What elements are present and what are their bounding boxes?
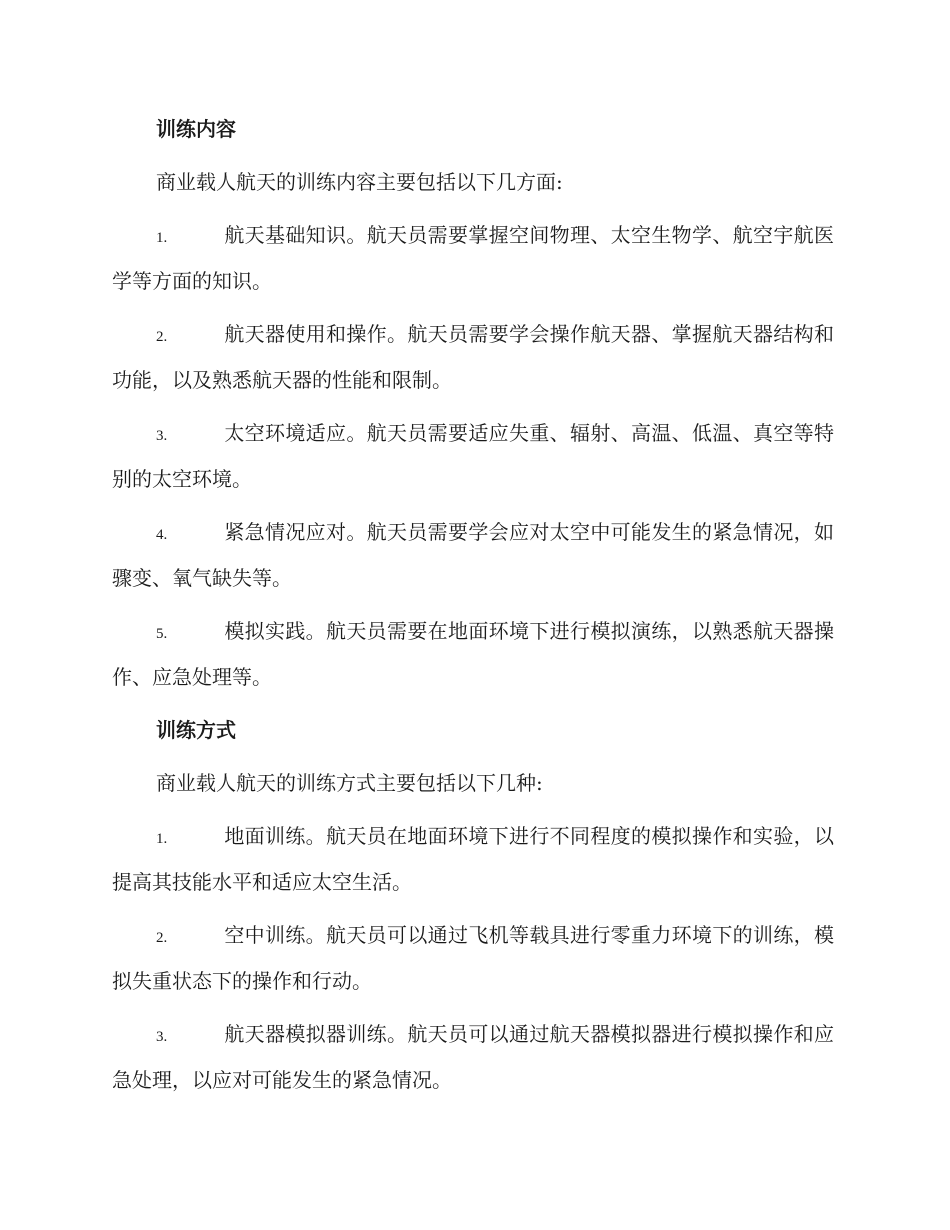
list-item [112, 412, 834, 501]
list-item-text: 航天基础知识。航天员需要掌握空间物理、太空生物学、航空宇航医学等方面的知识。 [112, 223, 834, 293]
list-item-text: 太空环境适应。航天员需要适应失重、辐射、高温、低温、真空等特别的太空环境。 [112, 421, 834, 491]
list-item-number: 5. [156, 626, 168, 642]
section-intro: 商业载人航天的训练内容主要包括以下几方面: [156, 170, 563, 194]
list-item [112, 214, 834, 303]
section-training-methods [112, 709, 834, 1102]
list-item-number: 1. [156, 230, 168, 246]
list-item-number: 2. [156, 930, 168, 946]
list-item-text: 航天器使用和操作。航天员需要学会操作航天器、掌握航天器结构和功能，以及熟悉航天器的性能和限制。 [112, 322, 834, 392]
list-item-number: 2. [156, 329, 168, 345]
list-item [112, 511, 834, 600]
list-item-number: 4. [156, 527, 168, 543]
list-item [112, 1013, 834, 1102]
list-item-number: 3. [156, 428, 168, 444]
section-training-content [112, 108, 834, 699]
list-item-number: 3. [156, 1029, 168, 1045]
section-heading: 训练方式 [156, 718, 236, 742]
list-item [112, 610, 834, 699]
list-item [112, 313, 834, 402]
list-item-text: 地面训练。航天员在地面环境下进行不同程度的模拟操作和实验，以提高其技能水平和适应太空生活。 [112, 824, 834, 894]
list-item [112, 815, 834, 904]
list-item-text: 模拟实践。航天员需要在地面环境下进行模拟演练，以熟悉航天器操作、应急处理等。 [112, 619, 834, 689]
section-heading: 训练内容 [156, 117, 236, 141]
list-item-text: 紧急情况应对。航天员需要学会应对太空中可能发生的紧急情况，如骤变、氧气缺失等。 [112, 520, 834, 590]
list-item-number: 1. [156, 831, 168, 847]
list-item [112, 914, 834, 1003]
list-item-text: 航天器模拟器训练。航天员可以通过航天器模拟器进行模拟操作和应急处理，以应对可能发生的紧急情况。 [112, 1022, 834, 1092]
document-page [112, 108, 834, 1112]
section-intro: 商业载人航天的训练方式主要包括以下几种: [156, 771, 543, 795]
list-item-text: 空中训练。航天员可以通过飞机等载具进行零重力环境下的训练，模拟失重状态下的操作和行动。 [112, 923, 834, 993]
